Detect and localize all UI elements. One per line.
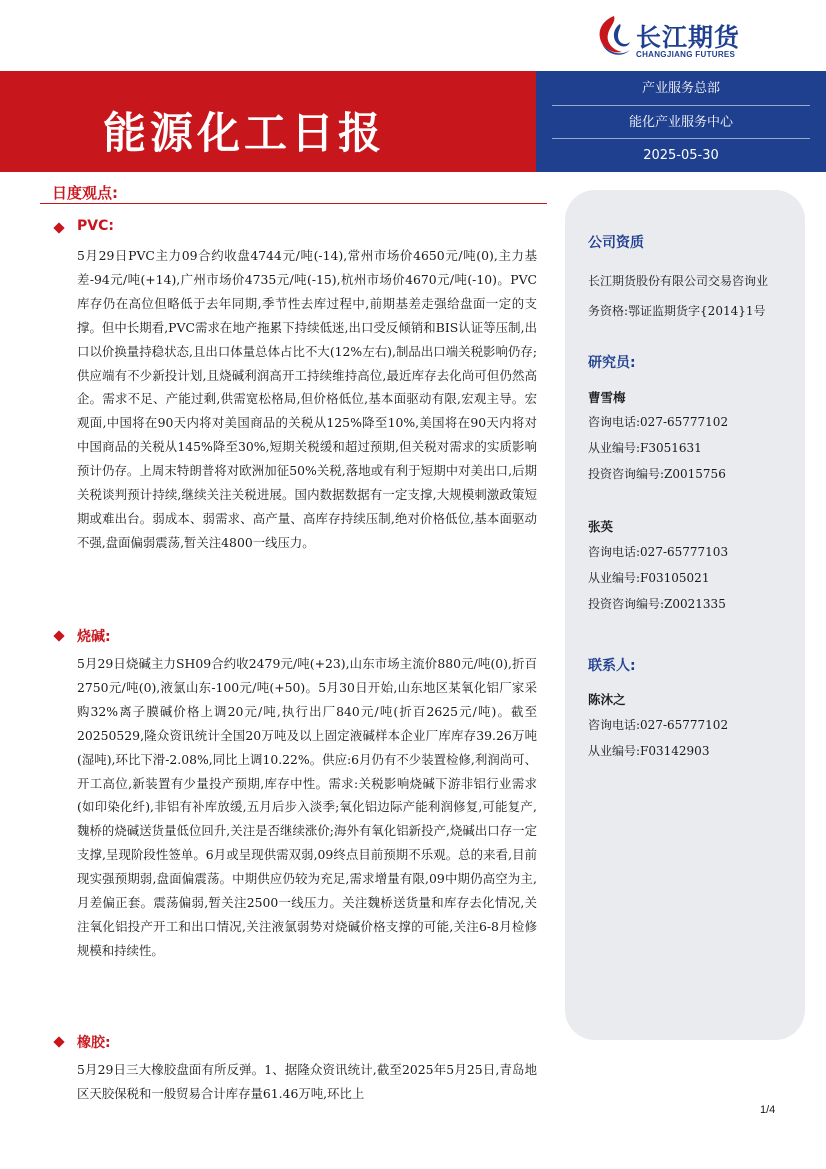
researcher-name: 张英: [588, 519, 614, 534]
section-title-caustic-soda: 烧碱:: [77, 629, 111, 645]
company-qualification-line: 务资格:鄂证监期货字{2014}1号: [588, 304, 766, 318]
company-qualification-line: 长江期货股份有限公司交易咨询业: [588, 274, 769, 288]
logo-english-name: CHANGJIANG FUTURES: [636, 50, 736, 59]
contact-phone: 咨询电话:027-65777102: [588, 718, 729, 732]
researchers-heading: 研究员:: [588, 355, 636, 371]
center-label: 能化产业服务中心: [628, 115, 733, 130]
diamond-bullet-icon: [53, 222, 64, 233]
company-qualification-heading: 公司资质: [588, 235, 644, 251]
heading-divider: [40, 203, 547, 204]
diamond-bullet-icon: [53, 1036, 64, 1047]
diamond-bullet-icon: [53, 630, 64, 641]
researcher-advisory: 投资咨询编号:Z0021335: [588, 597, 726, 611]
researcher-cert: 从业编号:F3051631: [588, 441, 702, 455]
researcher-name: 曹雪梅: [588, 390, 626, 405]
section-title-rubber: 橡胶:: [77, 1035, 111, 1051]
contact-heading: 联系人:: [588, 658, 636, 674]
daily-view-heading: 日度观点:: [52, 184, 118, 202]
researcher-advisory: 投资咨询编号:Z0015756: [588, 467, 726, 481]
researcher-phone: 咨询电话:027-65777103: [588, 545, 729, 559]
changjiang-logo-icon: [594, 14, 634, 60]
logo-name: 长江期货: [636, 23, 741, 52]
department-label: 产业服务总部: [641, 81, 720, 96]
section-body-pvc: 5月29日PVC主力09合约收盘4744元/吨(-14),常州市场价4650元/吨(0),主力基差-94元/吨(+14),广州市场价4735元/吨(-15),杭州市场价4670元/吨(-10)。PVC库存仍在高位但略低于去年同期,季节性去库过程中,前期基差走强给盘面一定的支撑。但中长期看,PVC需求在地产拖累下持续低迷,出口受反倾销和BIS认证等压制,出口以价换量持稳状态,且出口体量总体占比不大(12%左右),制品出口端关税影响仍存;供应端有不少新投计划,且烧碱利润高开工持续维持高位,最近库存去化尚可但仍然高企。需求不足、产能过剩,供需宽松格局,但价格低位,基本面驱动有限,宏观主导。宏观面,中国将在90天内将对美国商品的关税从125%降至10%,美国将在90天内将对中国商品的关税从145%降至30%,短期关税缓和超过预期,但关税对需求的实质影响预计仍存。上周末特朗普将对欧洲加征50%关税,落地或有利于短期中对美出口,后期关税谈判预计持续,继续关注关税进展。国内数据数据有一定支撑,大规模刺激政策短期或难出台。弱成本、弱需求、高产量、高库存持续压制,绝对价格低位,基本面驱动不强,盘面偏弱震荡,暂关注4800一线压力。: [77, 248, 537, 550]
report-title: 能源化工日报: [103, 109, 385, 159]
researcher-phone: 咨询电话:027-65777102: [588, 415, 729, 429]
section-title-pvc: PVC:: [77, 218, 114, 234]
report-date: 2025-05-30: [643, 148, 719, 163]
section-body-rubber: 5月29日三大橡胶盘面有所反弹。1、据隆众资讯统计,截至2025年5月25日,青岛地区天胶保税和一般贸易合计库存量61.46万吨,环比上: [77, 1062, 537, 1101]
company-logo: [594, 14, 764, 62]
contact-cert: 从业编号:F03142903: [588, 744, 710, 758]
contact-name: 陈沐之: [588, 692, 626, 707]
researcher-cert: 从业编号:F03105021: [588, 571, 710, 585]
page-number: 1/4: [760, 1104, 776, 1116]
section-body-caustic-soda: 5月29日烧碱主力SH09合约收2479元/吨(+23),山东市场主流价880元/吨(0),折百2750元/吨(0),液氯山东-100元/吨(+50)。5月30日开始,山东地区某氧化铝厂家采购32%离子膜碱价格上调20元/吨,执行出厂840元/吨(折百2625元/吨)。截至20250529,隆众资讯统计全国20万吨及以上固定液碱样本企业厂库库存39.26万吨(湿吨),环比下滑-2.08%,同比上调10.22%。供应:6月仍有不少装置检修,利润尚可、开工高位,新装置有少量投产预期,库存中性。需求:关税影响烧碱下游非铝行业需求(如印染化纤),非铝有补库放缓,五月后步入淡季;氧化铝边际产能利润修复,可能复产,魏桥的烧碱送货量低位回升,关注是否继续涨价;海外有氧化铝新投产,烧碱出口存一定支撑,呈现阶段性签单。6月或呈现供需双弱,09终点目前预期不乐观。总的来看,目前现实强预期弱,盘面偏震荡。中期供应仍较为充足,需求增量有限,09中期仍高空为主,月差偏正套。震荡偏弱,暂关注2500一线压力。关注魏桥送货量和库存去化情况,关注氧化铝投产开工和出口情况,关注液氯弱势对烧碱价格支撑的可能,关注6-8月检修规模和持续性。: [77, 656, 537, 958]
